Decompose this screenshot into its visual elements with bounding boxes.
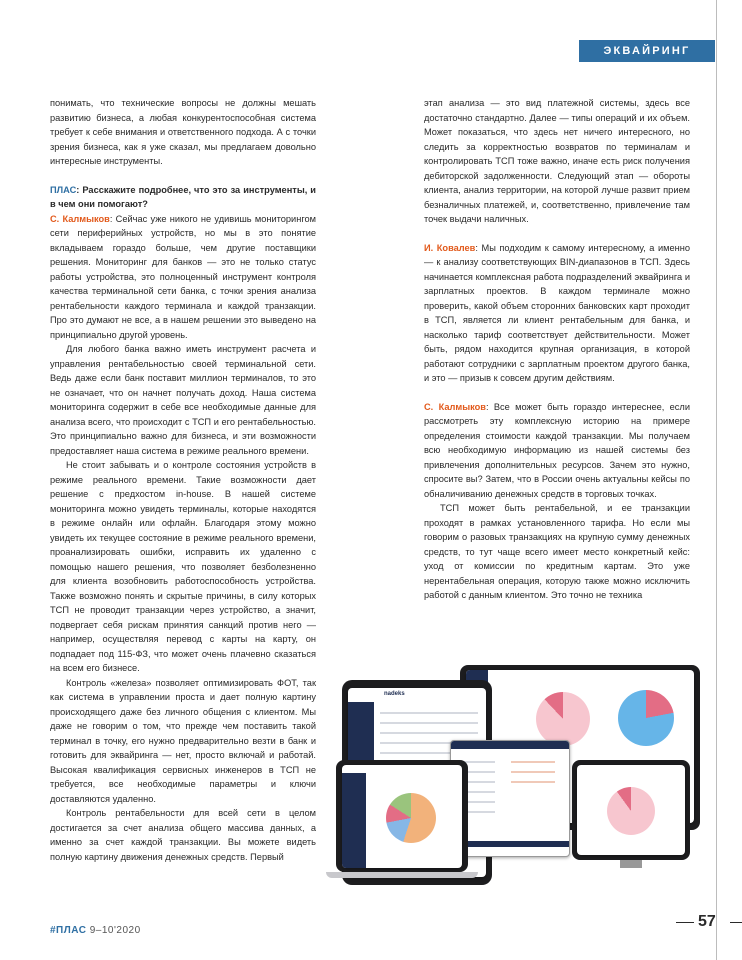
interviewer-label: ПЛАС [50,184,77,195]
hashtag: #ПЛАС [50,925,87,936]
answer-text: : Все может быть гораздо интереснее, если рассмотреть эту комплексную историю на примере определения стоимости каждой транзакции. Мы получаем всю необходимую информацию из нашей системы без привлечения дополнительных ресурсов. Зачем это нужно, спросите вы? Затем, что в России очень актуальны кейсы по обналичиванию денежных средств в торговых точках. [424,401,690,499]
logo: nadeks [384,691,405,697]
paragraph: понимать, что технические вопросы не должны мешать развитию бизнеса, а любая конкурентоспособная система требует к себе внимания и ответственного подхода. А с точки зрения бизнеса, как я уже сказал, мы предлагаем довольно интересные инструменты. [50,98,316,166]
page-edge-line [716,0,717,960]
pie-chart-icon [536,692,590,746]
paragraph: Контроль рентабельности для всей сети в целом достигается за счет анализа общего массива данных, а именно за счет каждой транзакции. Вы можете видеть полную картину движения денежных средств. Первый [50,808,316,862]
laptop-base [326,872,478,878]
screen-chart [577,765,685,855]
screen-laptop [342,765,462,868]
sidebar [342,773,366,868]
divider [676,922,694,923]
section-tag: ЭКВАЙРИНГ [579,40,715,62]
paragraph: этап анализа — это вид платежной системы, здесь все достаточно стандартно. Далее — типы операций и их объем. Может показаться, что здесь нет ничего интересного, но следить за корректностью возвратов по терминалам и контролировать ТСП тоже важно, иначе есть риск получения дебиторской задолженности. Следующий этап — обороты клиента, анализ территории, на которой лучше развит прием безналичных платежей, и, соответственно, привлечение там точек выдачи наличных. [424,98,690,224]
answer-text: : Мы подходим к самому интересному, а именно — к анализу соответствующих BIN-диапазонов в ТСП. Здесь начинается комплексная работа подразделений эквайринга и зарплатных проектов. В каждом терминале можно проверить, какой объем сторонних банковских карт проходит в ТСП, является ли клиент рентабельным для банка, и насколько тариф соответствует действительности. Может быть, рядом находится крупная организация, в которой работают сотрудники с зарплатным проектом другого банка, и это — призыв к совсем другим действиям. [424,242,690,383]
header-bar [451,741,569,749]
footer-issue [50,925,141,936]
pie-chart-icon [386,793,436,843]
answer [424,400,690,502]
speaker-name: С. Калмыков [50,213,110,224]
screen-form [450,740,570,857]
paragraph: Не стоит забывать и о контроле состояния устройств в режиме реального времени. Такие возможности дает решение с предхостом in-house. В нашей системе мониторинга можно увидеть терминалы, которые находятся в режиме онлайн или офлайн. Благодаря этому можно увидеть их текущее состояние в режиме реального времени, проанализировать ошибки, исправить их удаленно с помощью нашего решения, что позволяет безболезненно для клиента возобновить работоспособность устройства. Также возможно понять и скрытые причины, в силу которых ТСП не проводит транзакции через устройство, а значит, подвергает себя рискам принятия санкций против него — например, осуществляя перевод с карты на карту, он подпадает под 115-ФЗ, что может очень плачевно сказаться на всем его бизнесе. [50,460,316,673]
issue-number: 9–10'2020 [89,925,141,936]
pie-chart-icon [607,787,655,835]
pie-chart-icon [618,690,674,746]
answer [50,212,316,343]
question-text: : Расскажите подробнее, что это за инструменты, и в чем они помогают? [50,184,316,209]
paragraph: Контроль «железа» позволяет оптимизировать ФОТ, так как система в управлении проста и дает полную картину происходящего даже без личного общения с клиентом. Мы даже не говорим о том, что прежде чем поставить такой терминал в точку, его нужно предварительно везти в банк и готовить для эквайринга — нет, просто включай и работай. Высокая квалификация сервисных инженеров в ТСП не требуется, все необходимые параметры и ключи доставляются удаленно. [50,677,316,804]
paragraph: Для любого банка важно иметь инструмент расчета и управления рентабельностью своей терминальной сети. Ведь даже если банк поставит миллион терминалов, то это не означает, что он начнет получать доход. Наша система мониторинга содержит в себе все необходимые данные для анализа всего, что происходит с ТСП и его рентабельностью. Это принципиально важно для бизнеса, и эти возможности предоставляет наша система в режиме реального времени. [50,344,316,456]
question [50,183,316,212]
speaker-name: С. Калмыков [424,401,486,412]
page-number: 57 [698,913,716,930]
speaker-name: И. Ковалев [424,242,476,253]
right-column [424,96,690,603]
paragraph: ТСП может быть рентабельной, и ее транзакции проходят в рамках установленного тарифа. Но если мы говорим о разовых транзакциях на крупную сумму денежных средств, то тут чаще всего имеет место конкретный кейс: уход от комиссии по кредитным картам. Это уже нерентабельная операция, которую также можно исключить работой с данным клиентом. Это точно не техника [424,503,690,600]
status-strip [451,841,569,847]
divider [730,922,742,923]
left-column [50,96,316,864]
monitor-stand [620,860,642,868]
answer-text: : Сейчас уже никого не удивишь мониторингом сети периферийных устройств, но мы в это понятие вкладываем гораздо больше, чем другие поставщики решения. Мониторинг для банков — это не только статус работы устройства, это полноценный инструмент контроля качества терминальной сети банка, с точки зрения анализа рентабельности каждого терминала и каждой транзакции. Про это думают не все, а в нашем решении это выведено на принципиально другой уровень. [50,213,316,340]
answer [424,241,690,386]
